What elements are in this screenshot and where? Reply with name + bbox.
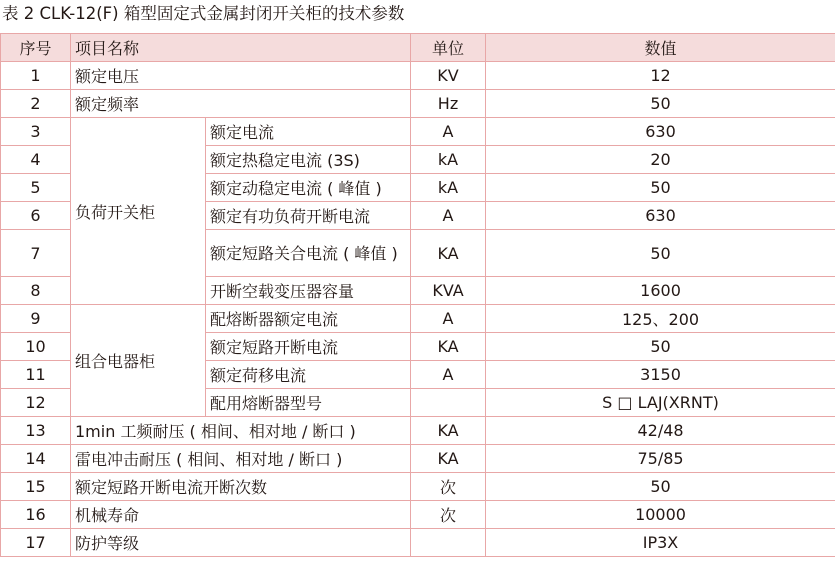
row-item: 1min 工频耐压 ( 相间、相对地 / 断口 ) — [71, 417, 411, 445]
group-load-switch: 负荷开关柜 — [71, 118, 206, 305]
row-unit: kA — [411, 146, 486, 174]
row-item: 额定频率 — [71, 90, 411, 118]
row-value: IP3X — [486, 529, 835, 557]
row-unit: KA — [411, 417, 486, 445]
row-unit: kA — [411, 174, 486, 202]
row-no: 1 — [1, 62, 71, 90]
row-item: 防护等级 — [71, 529, 411, 557]
row-item: 额定热稳定电流 (3S) — [206, 146, 411, 174]
row-value: 50 — [486, 174, 835, 202]
row-no: 8 — [1, 277, 71, 305]
row-value: 50 — [486, 473, 835, 501]
row-item: 额定短路关合电流 ( 峰值 ) — [206, 230, 411, 277]
row-unit: KVA — [411, 277, 486, 305]
row-value: 12 — [486, 62, 835, 90]
spec-table — [0, 33, 835, 557]
header-unit: 单位 — [411, 34, 486, 62]
header-item: 项目名称 — [71, 34, 411, 62]
row-no: 7 — [1, 230, 71, 277]
row-value: 50 — [486, 230, 835, 277]
header-row — [1, 34, 835, 62]
row-no: 13 — [1, 417, 71, 445]
row-unit: KA — [411, 333, 486, 361]
table-row — [1, 529, 835, 557]
row-value: 20 — [486, 146, 835, 174]
row-no: 16 — [1, 501, 71, 529]
table-row — [1, 445, 835, 473]
row-no: 5 — [1, 174, 71, 202]
header-no: 序号 — [1, 34, 71, 62]
row-item: 机械寿命 — [71, 501, 411, 529]
row-value: 3150 — [486, 361, 835, 389]
row-no: 12 — [1, 389, 71, 417]
row-no: 2 — [1, 90, 71, 118]
row-value: 75/85 — [486, 445, 835, 473]
row-item: 额定荷移电流 — [206, 361, 411, 389]
row-item: 配熔断器额定电流 — [206, 305, 411, 333]
row-unit: 次 — [411, 501, 486, 529]
row-item: 开断空载变压器容量 — [206, 277, 411, 305]
row-unit: A — [411, 202, 486, 230]
row-item: 额定短路开断电流开断次数 — [71, 473, 411, 501]
row-value: S □ LAJ(XRNT) — [486, 389, 835, 417]
table-title: 表 2 CLK-12(F) 箱型固定式金属封闭开关柜的技术参数 — [2, 4, 405, 23]
row-no: 11 — [1, 361, 71, 389]
row-no: 9 — [1, 305, 71, 333]
row-unit: KV — [411, 62, 486, 90]
row-unit: 次 — [411, 473, 486, 501]
row-unit: A — [411, 361, 486, 389]
table-row — [1, 118, 835, 146]
group-combined: 组合电器柜 — [71, 305, 206, 417]
row-no: 10 — [1, 333, 71, 361]
row-unit: A — [411, 118, 486, 146]
table-row — [1, 473, 835, 501]
row-no: 15 — [1, 473, 71, 501]
row-item: 额定有功负荷开断电流 — [206, 202, 411, 230]
row-value: 50 — [486, 90, 835, 118]
row-unit: A — [411, 305, 486, 333]
table-row — [1, 62, 835, 90]
row-item: 额定短路开断电流 — [206, 333, 411, 361]
table-row — [1, 305, 835, 333]
table-row — [1, 417, 835, 445]
row-value: 630 — [486, 118, 835, 146]
row-unit: Hz — [411, 90, 486, 118]
row-item: 额定动稳定电流 ( 峰值 ) — [206, 174, 411, 202]
row-value: 10000 — [486, 501, 835, 529]
header-value: 数值 — [486, 34, 835, 62]
row-no: 3 — [1, 118, 71, 146]
row-no: 4 — [1, 146, 71, 174]
row-unit: KA — [411, 445, 486, 473]
row-no: 6 — [1, 202, 71, 230]
row-no: 14 — [1, 445, 71, 473]
table-row — [1, 501, 835, 529]
row-value: 125、200 — [486, 305, 835, 333]
row-unit — [411, 529, 486, 557]
row-value: 1600 — [486, 277, 835, 305]
row-value: 42/48 — [486, 417, 835, 445]
row-unit — [411, 389, 486, 417]
row-value: 50 — [486, 333, 835, 361]
row-item: 额定电压 — [71, 62, 411, 90]
row-item: 配用熔断器型号 — [206, 389, 411, 417]
row-value: 630 — [486, 202, 835, 230]
row-no: 17 — [1, 529, 71, 557]
row-unit: KA — [411, 230, 486, 277]
row-item: 雷电冲击耐压 ( 相间、相对地 / 断口 ) — [71, 445, 411, 473]
table-row — [1, 90, 835, 118]
row-item: 额定电流 — [206, 118, 411, 146]
